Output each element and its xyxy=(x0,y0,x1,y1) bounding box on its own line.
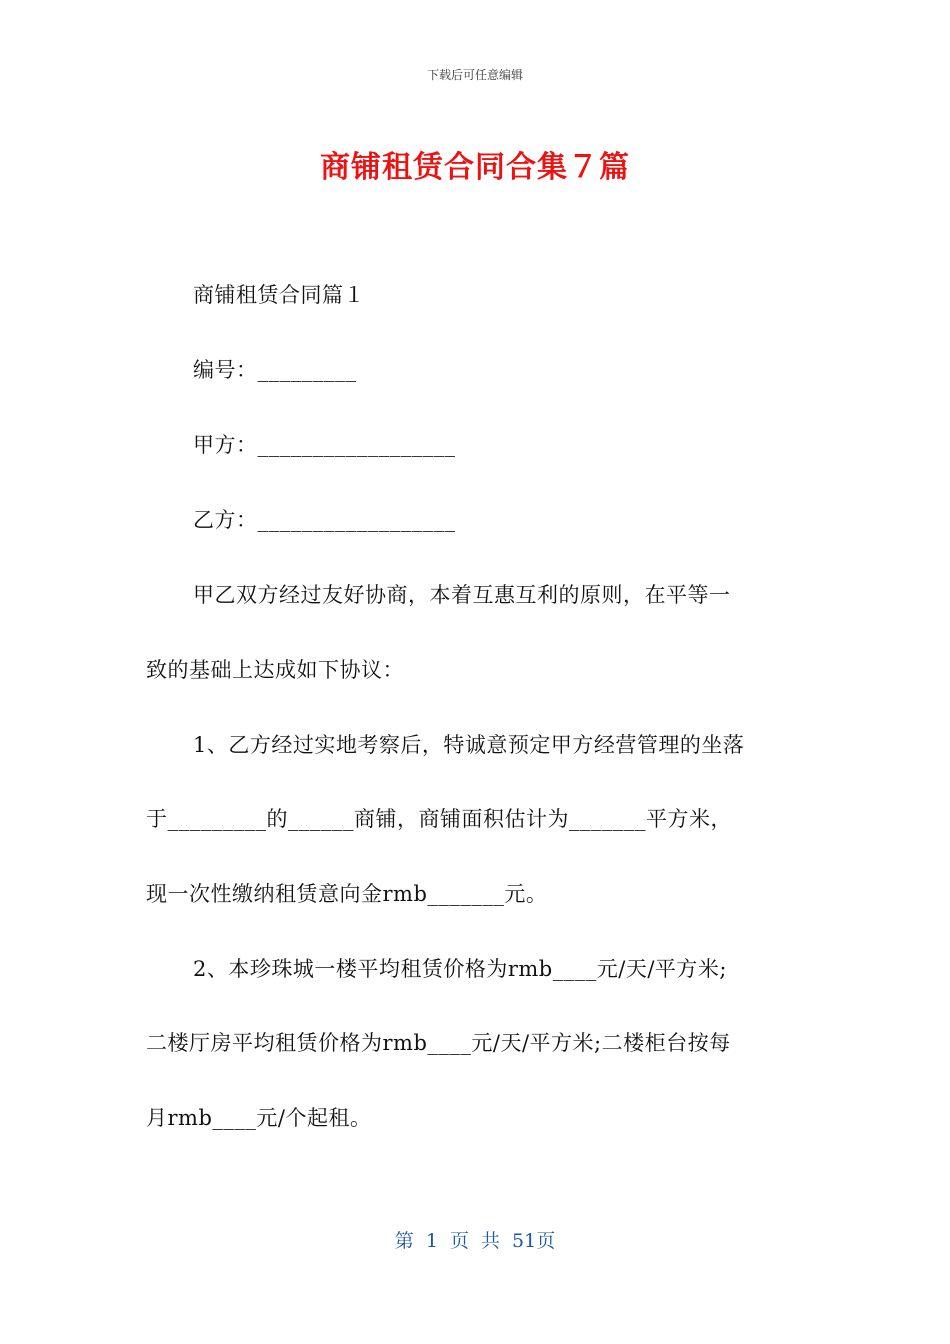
paragraph-line: 致的基础上达成如下协议： xyxy=(146,658,404,682)
contract-number-line: 编号：_________ xyxy=(193,358,357,382)
paragraph-line: 2、本珍珠城一楼平均租赁价格为rmb____元/天/平方米; xyxy=(193,957,727,981)
paragraph-line: 月rmb____元/个起租。 xyxy=(146,1106,372,1130)
paragraph-line: 1、乙方经过实地考察后，特诚意预定甲方经营管理的坐落 xyxy=(193,733,745,757)
header-note: 下载后可任意编辑 xyxy=(426,68,523,82)
paragraph-line: 甲乙双方经过友好协商，本着互惠互利的原则，在平等一 xyxy=(193,583,731,607)
party-a-line: 甲方：__________________ xyxy=(193,433,456,457)
paragraph-line: 二楼厅房平均租赁价格为rmb____元/天/平方米;二楼柜台按每 xyxy=(146,1031,731,1055)
paragraph-line: 现一次性缴纳租赁意向金rmb_______元。 xyxy=(146,882,548,906)
page-number-footer: 第 1 页 共 51页 xyxy=(394,1230,556,1252)
party-b-line: 乙方：__________________ xyxy=(193,508,456,532)
section-heading: 商铺租赁合同篇１ xyxy=(193,283,365,307)
paragraph-line: 于_________的______商铺，商铺面积估计为_______平方米， xyxy=(146,807,732,831)
document-title: 商铺租赁合同合集７篇 xyxy=(320,150,630,185)
